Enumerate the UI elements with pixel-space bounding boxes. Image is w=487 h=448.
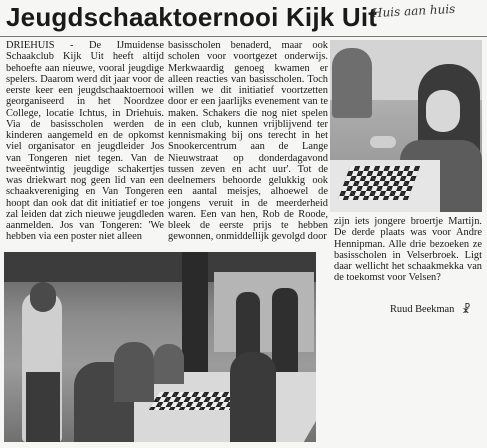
window-panel (214, 272, 314, 352)
chess-board (338, 166, 420, 200)
article-column-3 (334, 216, 482, 284)
spectator-2 (272, 288, 298, 378)
standing-man-head (30, 282, 56, 312)
girl-face (426, 90, 460, 132)
handwritten-note: Huis aan huis (371, 1, 456, 21)
column-2-text: basisscholen benaderd, maar ook scholen voor voortgezet onderwijs. Merkwaardig genoeg kwamen er alleen reacties van basisscholen. Toch willen we dit initiatief voortzetten door er een jaarlijks evenement van te maken. Schakers die nog niet spelen in een club, kunnen vrijblijvend ter kennismaking bij ons terecht in het Snookercentrum aan de Lange Nieuwstraat op donderdagavond tussen zeven en acht uur'. Tot de deelnemers behoorde gelukkig ook een aantal meisjes, alhoewel de jongens veruit in de meerderheid waren. Een van hen, Rob de Roode, bleek de eerste prijs te hebben gewonnen, onmiddellijk gevolgd door (168, 40, 328, 243)
photo-girl-playing-chess (330, 40, 482, 212)
photo-tournament-room (4, 252, 316, 442)
byline: Ruud Beekman (390, 304, 455, 315)
headline-rule (0, 36, 487, 37)
article-column-1 (6, 40, 164, 243)
child-player-2 (114, 342, 154, 402)
pillar (182, 252, 208, 372)
column-3-text: zijn iets jongere broertje Martijn. De derde plaats was voor Andre Hennipman. Alle drie bezoeken ze basisscholen in Velserbroek. Ligt daar wellicht het schaakmekka van de toekomst voor Velsen? (334, 216, 482, 284)
article-column-2 (168, 40, 328, 243)
column-1-text: DRIEHUIS - De IJmuidense Schaakclub Kijk Uit heeft altijd behoefte aan nieuwe, vooral jeugdige spelers. Daarom werd dit jaar voor de eerste keer een jeugdschaaktoernooi georganiseerd in het Noordzee College, locatie Ichtus, in Driehuis. Via de basisscholen werden de kinderen aangemeld en de opkomst viel organisator en jeugdleider Jos van Tongeren niet tegen. Van de tweeëntwintig jeugdige schakertjes was driekwart nog geen lid van een schaakvereniging en Van Tongeren hoopt dan ook dat dit initiatief er toe zal leiden dat zich nieuwe jeugdleden aanmelden. Jos van Tongeren: 'We hebben via een poster niet alleen (6, 40, 164, 243)
headline: Jeugdschaaktoernooi Kijk Uit (6, 2, 378, 32)
standing-man-trousers (26, 372, 60, 442)
child-player-4 (154, 344, 184, 384)
child-player-3 (230, 352, 276, 442)
player-silhouette (332, 48, 372, 118)
hand (370, 136, 396, 148)
corner-mark: ☧ (462, 304, 471, 316)
